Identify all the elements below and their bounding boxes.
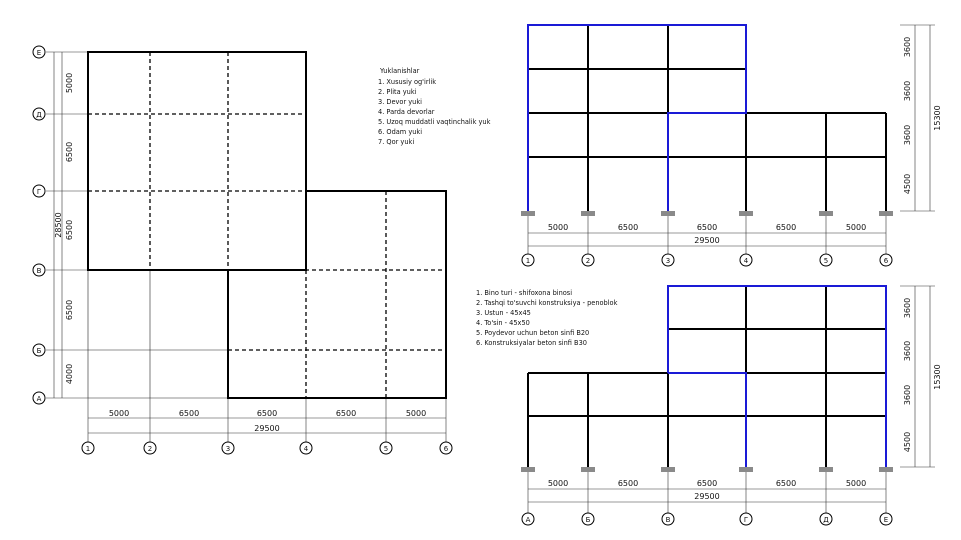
plan-row-dim-3: 6500 — [65, 219, 74, 241]
elevation-bottom-axis-6: Е — [883, 516, 889, 524]
elevation-top-axis-6: 6 — [883, 257, 889, 265]
elevation-top-axis-bubbles — [522, 254, 892, 266]
plan-col-dim-4: 6500 — [335, 409, 357, 418]
spec-item-3: 3. Ustun - 45x45 — [476, 309, 531, 317]
elevation-top-frame — [528, 25, 886, 211]
specs-note — [476, 289, 618, 347]
spec-item-2: 2. Tashqi to'suvchi konstruksiya - penoblok — [476, 299, 618, 307]
plan-col-dim-3: 6500 — [256, 409, 278, 418]
plan-row-axis-bubbles — [33, 46, 45, 404]
spec-item-4: 4. To'sin - 45x50 — [476, 319, 530, 327]
loads-item-7: 7. Qor yuki — [378, 138, 415, 146]
plan-col-dim-1: 5000 — [108, 409, 130, 418]
plan-row-dim-1: 5000 — [65, 72, 74, 94]
loads-item-3: 3. Devor yuki — [378, 98, 422, 106]
elevation-top-span-3: 6500 — [696, 223, 718, 232]
spec-item-5: 5. Poydevor uchun beton sinfi B20 — [476, 329, 590, 337]
elevation-bottom-span-5: 5000 — [845, 479, 867, 488]
elevation-top-supports — [521, 211, 893, 216]
plan-horizontal-dimensions — [88, 409, 446, 433]
elevation-bottom — [521, 286, 942, 525]
elevation-bottom-floor-dim-3: 3600 — [903, 384, 912, 406]
elevation-bottom-axis-4: Г — [743, 516, 749, 524]
elevation-top — [521, 25, 942, 266]
elevation-top-axis-2: 2 — [585, 257, 591, 265]
plan-row-dim-total: 28500 — [54, 212, 63, 238]
elevation-bottom-span-4: 6500 — [775, 479, 797, 488]
plan-col-dim-total: 29500 — [254, 424, 280, 433]
plan-col-dim-5: 5000 — [405, 409, 427, 418]
elevation-bottom-axis-3: В — [665, 516, 671, 524]
plan-col-axis-3: 3 — [225, 445, 231, 453]
elevation-top-height-dims — [900, 25, 942, 211]
loads-item-5: 5. Uzoq muddatli vaqtinchalik yuk — [378, 118, 491, 126]
elevation-bottom-floor-dim-2: 3600 — [903, 340, 912, 362]
elevation-bottom-axis-1: А — [525, 516, 531, 524]
elevation-bottom-highlight — [668, 286, 886, 467]
elevation-top-axis-4: 4 — [743, 257, 749, 265]
plan-col-axis-5: 5 — [383, 445, 389, 453]
plan-row-dim-4: 6500 — [65, 299, 74, 321]
plan-col-axis-1: 1 — [85, 445, 91, 453]
loads-item-1: 1. Xususiy og'irlik — [378, 78, 437, 86]
elevation-bottom-axis-bubbles — [522, 513, 892, 525]
elevation-top-floor-dim-2: 3600 — [903, 80, 912, 102]
elevation-top-span-1: 5000 — [547, 223, 569, 232]
elevation-bottom-floor-dim-1: 3600 — [903, 297, 912, 319]
elevation-bottom-height-total: 15300 — [933, 364, 942, 390]
elevation-top-floor-dim-4: 4500 — [903, 173, 912, 195]
elevation-bottom-axis-5: Д — [823, 516, 829, 524]
plan-col-axis-4: 4 — [303, 445, 309, 453]
plan-col-axis-2: 2 — [147, 445, 153, 453]
plan-row-dim-5: 4000 — [65, 363, 74, 385]
loads-item-2: 2. Plita yuki — [378, 88, 417, 96]
elevation-bottom-height-dims — [900, 286, 942, 467]
elevation-bottom-span-3: 6500 — [696, 479, 718, 488]
elevation-top-axis-3: 3 — [665, 257, 671, 265]
elevation-top-span-total: 29500 — [694, 236, 720, 245]
elevation-bottom-span-total: 29500 — [694, 492, 720, 501]
plan-row-axis-2: Д — [36, 111, 42, 119]
spec-item-1: 1. Bino turi - shifoxona binosi — [476, 289, 573, 297]
plan-row-axis-4: В — [36, 267, 42, 275]
elevation-top-height-total: 15300 — [933, 105, 942, 131]
elevation-top-span-4: 6500 — [775, 223, 797, 232]
plan-row-axis-5: Б — [36, 347, 42, 355]
loads-note — [378, 67, 491, 146]
elevation-top-axis-1: 1 — [525, 257, 531, 265]
elevation-top-span-dims — [528, 216, 886, 262]
elevation-top-floor-dim-1: 3600 — [903, 36, 912, 58]
elevation-top-span-2: 6500 — [617, 223, 639, 232]
loads-title: Yuklanishlar — [380, 67, 420, 75]
plan-row-dim-2: 6500 — [65, 141, 74, 163]
plan-col-axis-bubbles — [82, 442, 452, 454]
elevation-bottom-span-1: 5000 — [547, 479, 569, 488]
plan-row-axis-6: А — [36, 395, 42, 403]
elevation-top-highlight — [528, 25, 746, 211]
elevation-bottom-span-2: 6500 — [617, 479, 639, 488]
plan-row-axis-1: Е — [36, 49, 42, 57]
elevation-top-floor-dim-3: 3600 — [903, 124, 912, 146]
elevation-bottom-frame — [528, 286, 886, 467]
elevation-bottom-supports — [521, 467, 893, 472]
elevation-bottom-span-dims — [528, 472, 886, 518]
elevation-bottom-floor-dim-4: 4500 — [903, 431, 912, 453]
plan-row-axis-3: Г — [36, 188, 42, 196]
spec-item-6: 6. Konstruksiyalar beton sinfi B30 — [476, 339, 587, 347]
elevation-top-span-5: 5000 — [845, 223, 867, 232]
elevation-top-axis-5: 5 — [823, 257, 829, 265]
plan-col-axis-6: 6 — [443, 445, 449, 453]
plan-col-dim-2: 6500 — [178, 409, 200, 418]
plan-thin-grid — [88, 270, 228, 398]
elevation-bottom-axis-2: Б — [585, 516, 591, 524]
loads-item-4: 4. Parda devorlar — [378, 108, 435, 116]
plan-vertical-dimensions — [54, 52, 74, 398]
loads-item-6: 6. Odam yuki — [378, 128, 423, 136]
